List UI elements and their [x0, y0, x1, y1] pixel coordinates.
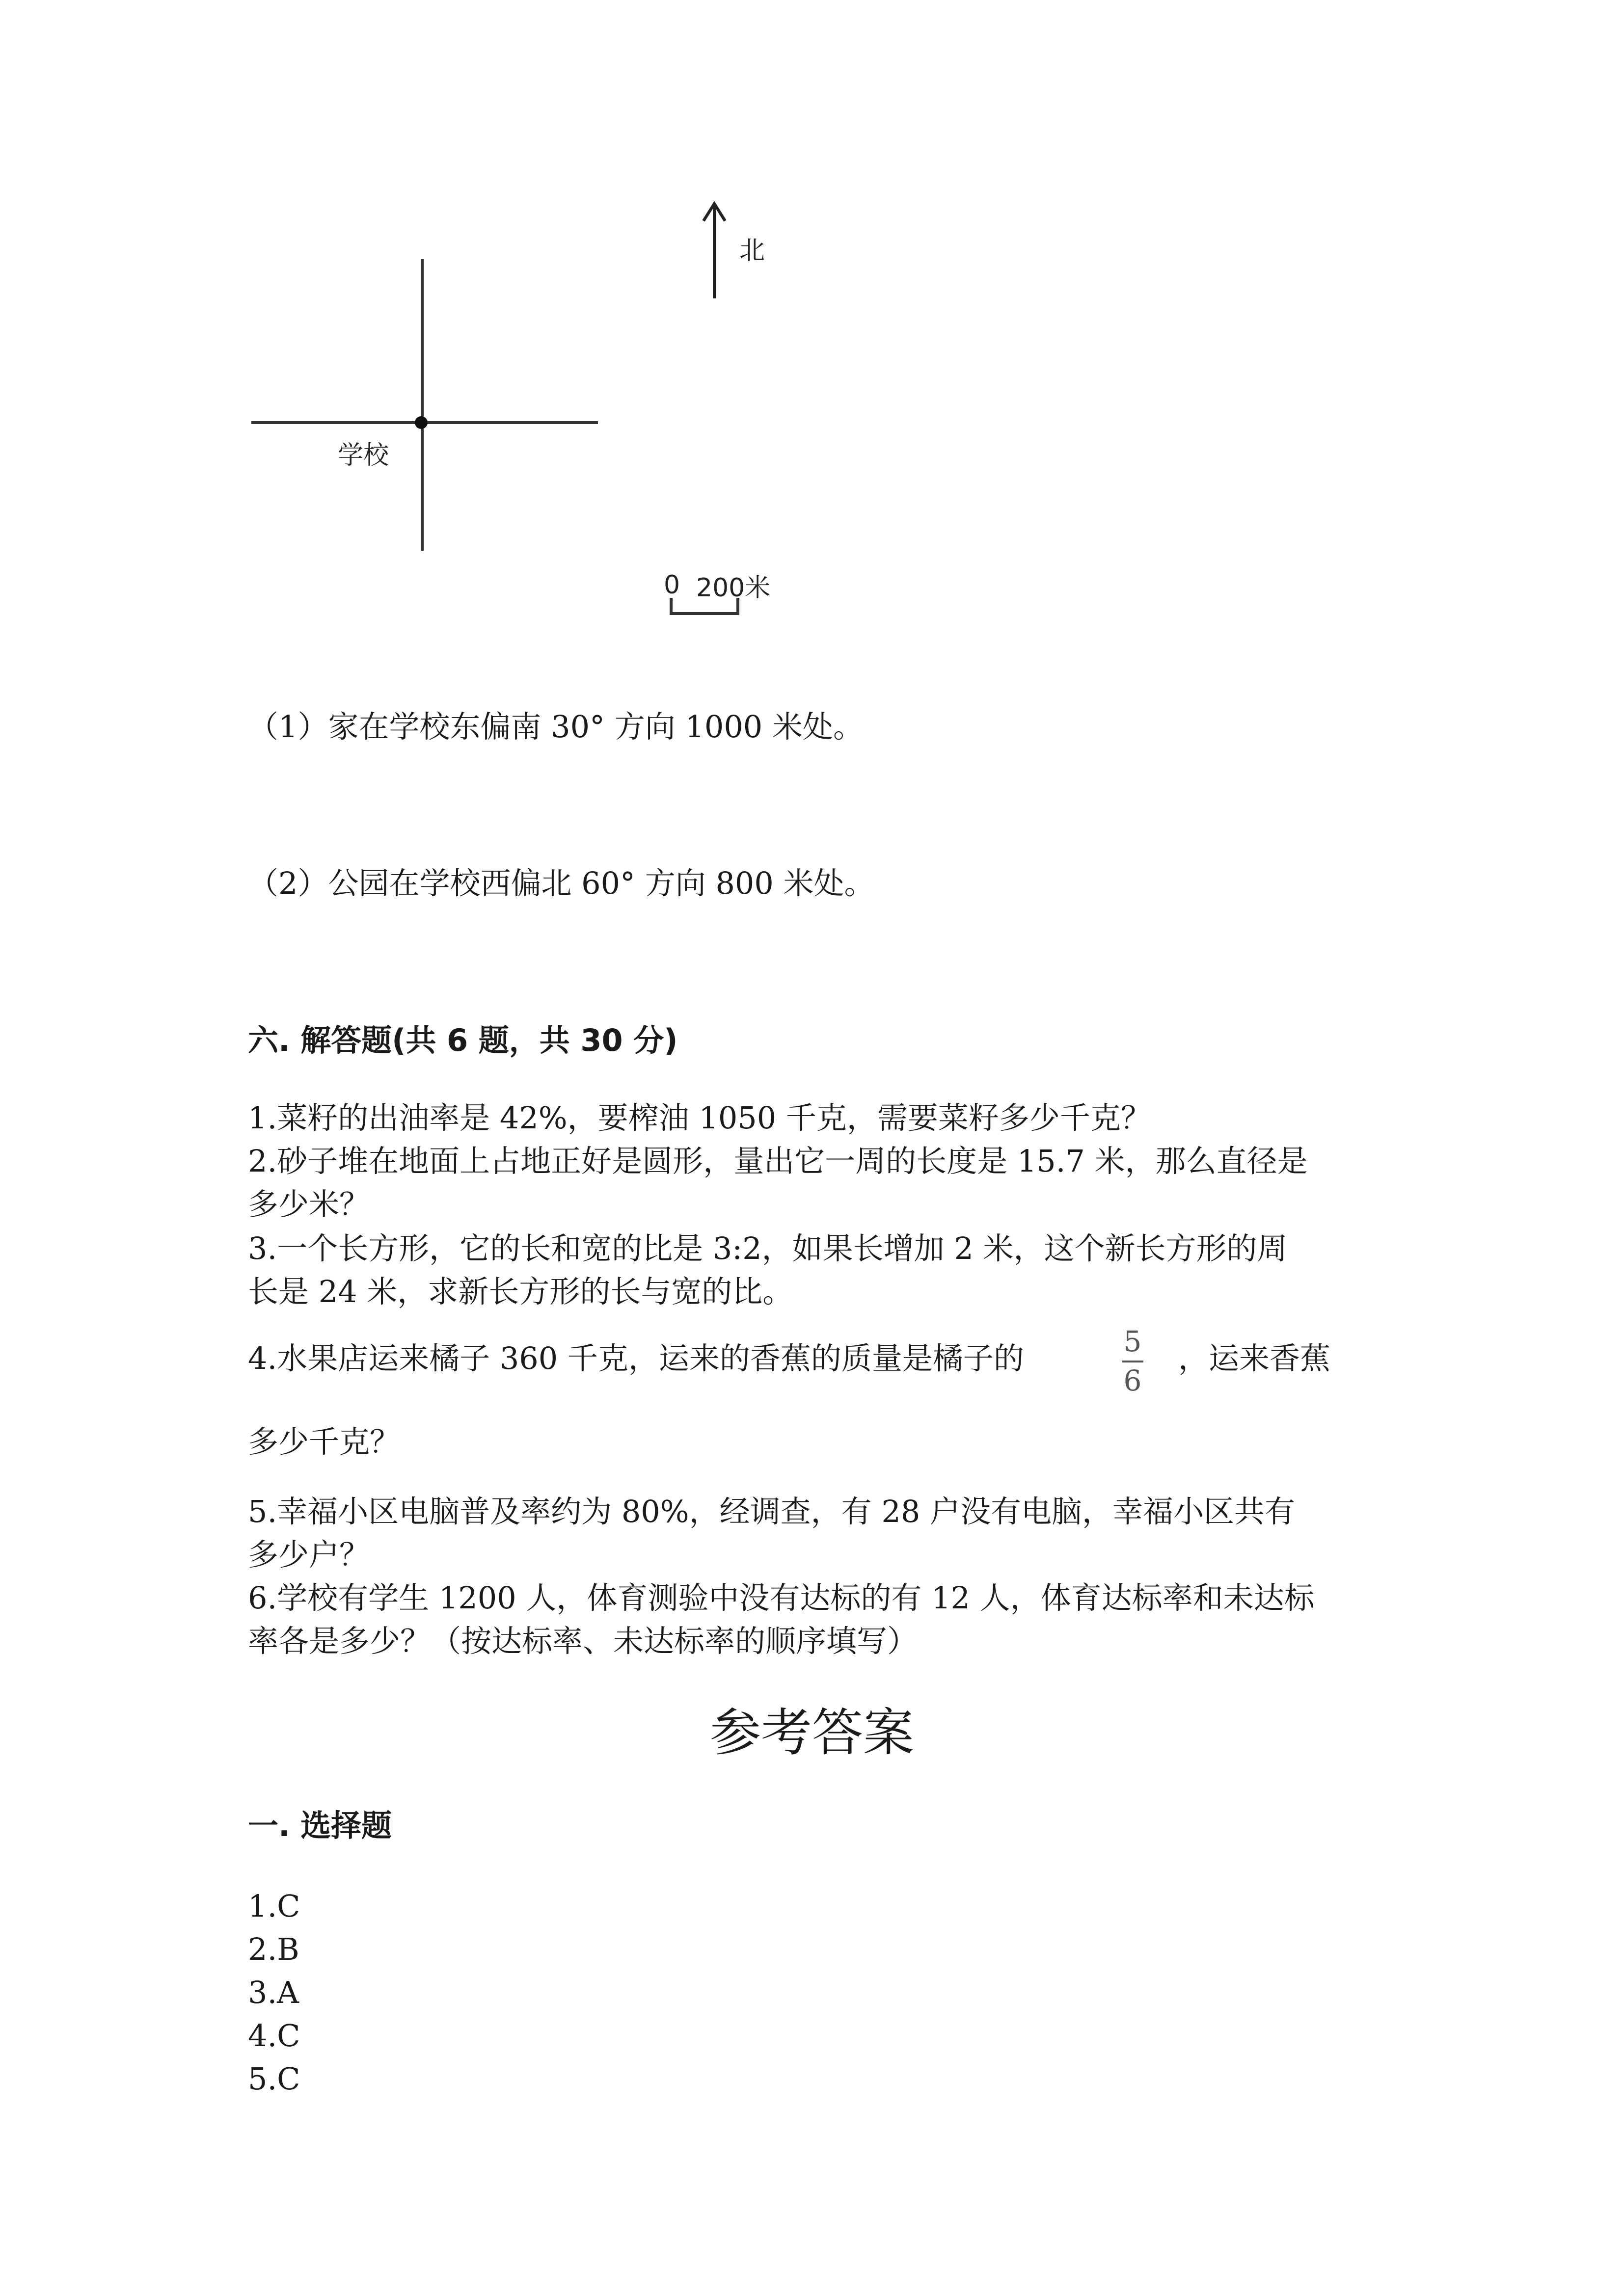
question-2-line-2: 多少米？: [248, 1186, 370, 1222]
north-label: 北: [739, 236, 765, 266]
answer-item-4: 4.C: [248, 2018, 300, 2054]
answer-item-3: 3.A: [248, 1975, 299, 2010]
question-2-line-1: 2.砂子堆在地面上占地正好是圆形，量出它一周的长度是 15.7 米，那么直径是: [248, 1143, 1308, 1179]
school-label: 学校: [338, 441, 389, 470]
scale-value-label: 200米: [696, 573, 771, 603]
map-diagram: [0, 0, 1624, 638]
map-question-2: （2）公园在学校西偏北 60° 方向 800 米处。: [248, 865, 875, 901]
answer-item-2: 2.B: [248, 1931, 299, 1967]
question-4-line-2: 多少千克？: [248, 1424, 401, 1460]
section-6-title: 六. 解答题(共 6 题，共 30 分): [248, 1022, 678, 1058]
fraction-denominator: 6: [1123, 1364, 1142, 1397]
map-question-1: （1）家在学校东偏南 30° 方向 1000 米处。: [248, 709, 864, 745]
fraction-numerator: 5: [1123, 1325, 1142, 1358]
answer-item-5: 5.C: [248, 2061, 300, 2097]
question-1: 1.菜籽的出油率是 42%，要榨油 1050 千克，需要菜籽多少千克？: [248, 1100, 1151, 1136]
question-3-line-1: 3.一个长方形，它的长和宽的比是 3:2，如果长增加 2 米，这个新长方形的周: [248, 1230, 1288, 1266]
answers-title: 参考答案: [709, 1703, 914, 1762]
answer-item-1: 1.C: [248, 1888, 300, 1924]
school-point: [415, 416, 428, 429]
question-4-part-2: ，运来香蕉: [1178, 1340, 1331, 1376]
question-3-line-2: 长是 24 米，求新长方形的长与宽的比。: [248, 1274, 793, 1309]
question-5-line-1: 5.幸福小区电脑普及率约为 80%，经调查，有 28 户没有电脑，幸福小区共有: [248, 1494, 1295, 1529]
answers-section-1-title: 一. 选择题: [248, 1808, 392, 1843]
question-5-line-2: 多少户？: [248, 1537, 370, 1573]
question-6-line-2: 率各是多少？（按达标率、未达标率的顺序填写）: [248, 1623, 918, 1659]
scale-zero-label: 0: [664, 570, 680, 600]
question-4-fraction: [1118, 1325, 1147, 1399]
fraction-bar: [1122, 1361, 1143, 1362]
question-6-line-1: 6.学校有学生 1200 人，体育测验中没有达标的有 12 人，体育达标率和未达标: [248, 1580, 1315, 1616]
question-4-part-1: 4.水果店运来橘子 360 千克，运来的香蕉的质量是橘子的: [248, 1340, 1024, 1376]
